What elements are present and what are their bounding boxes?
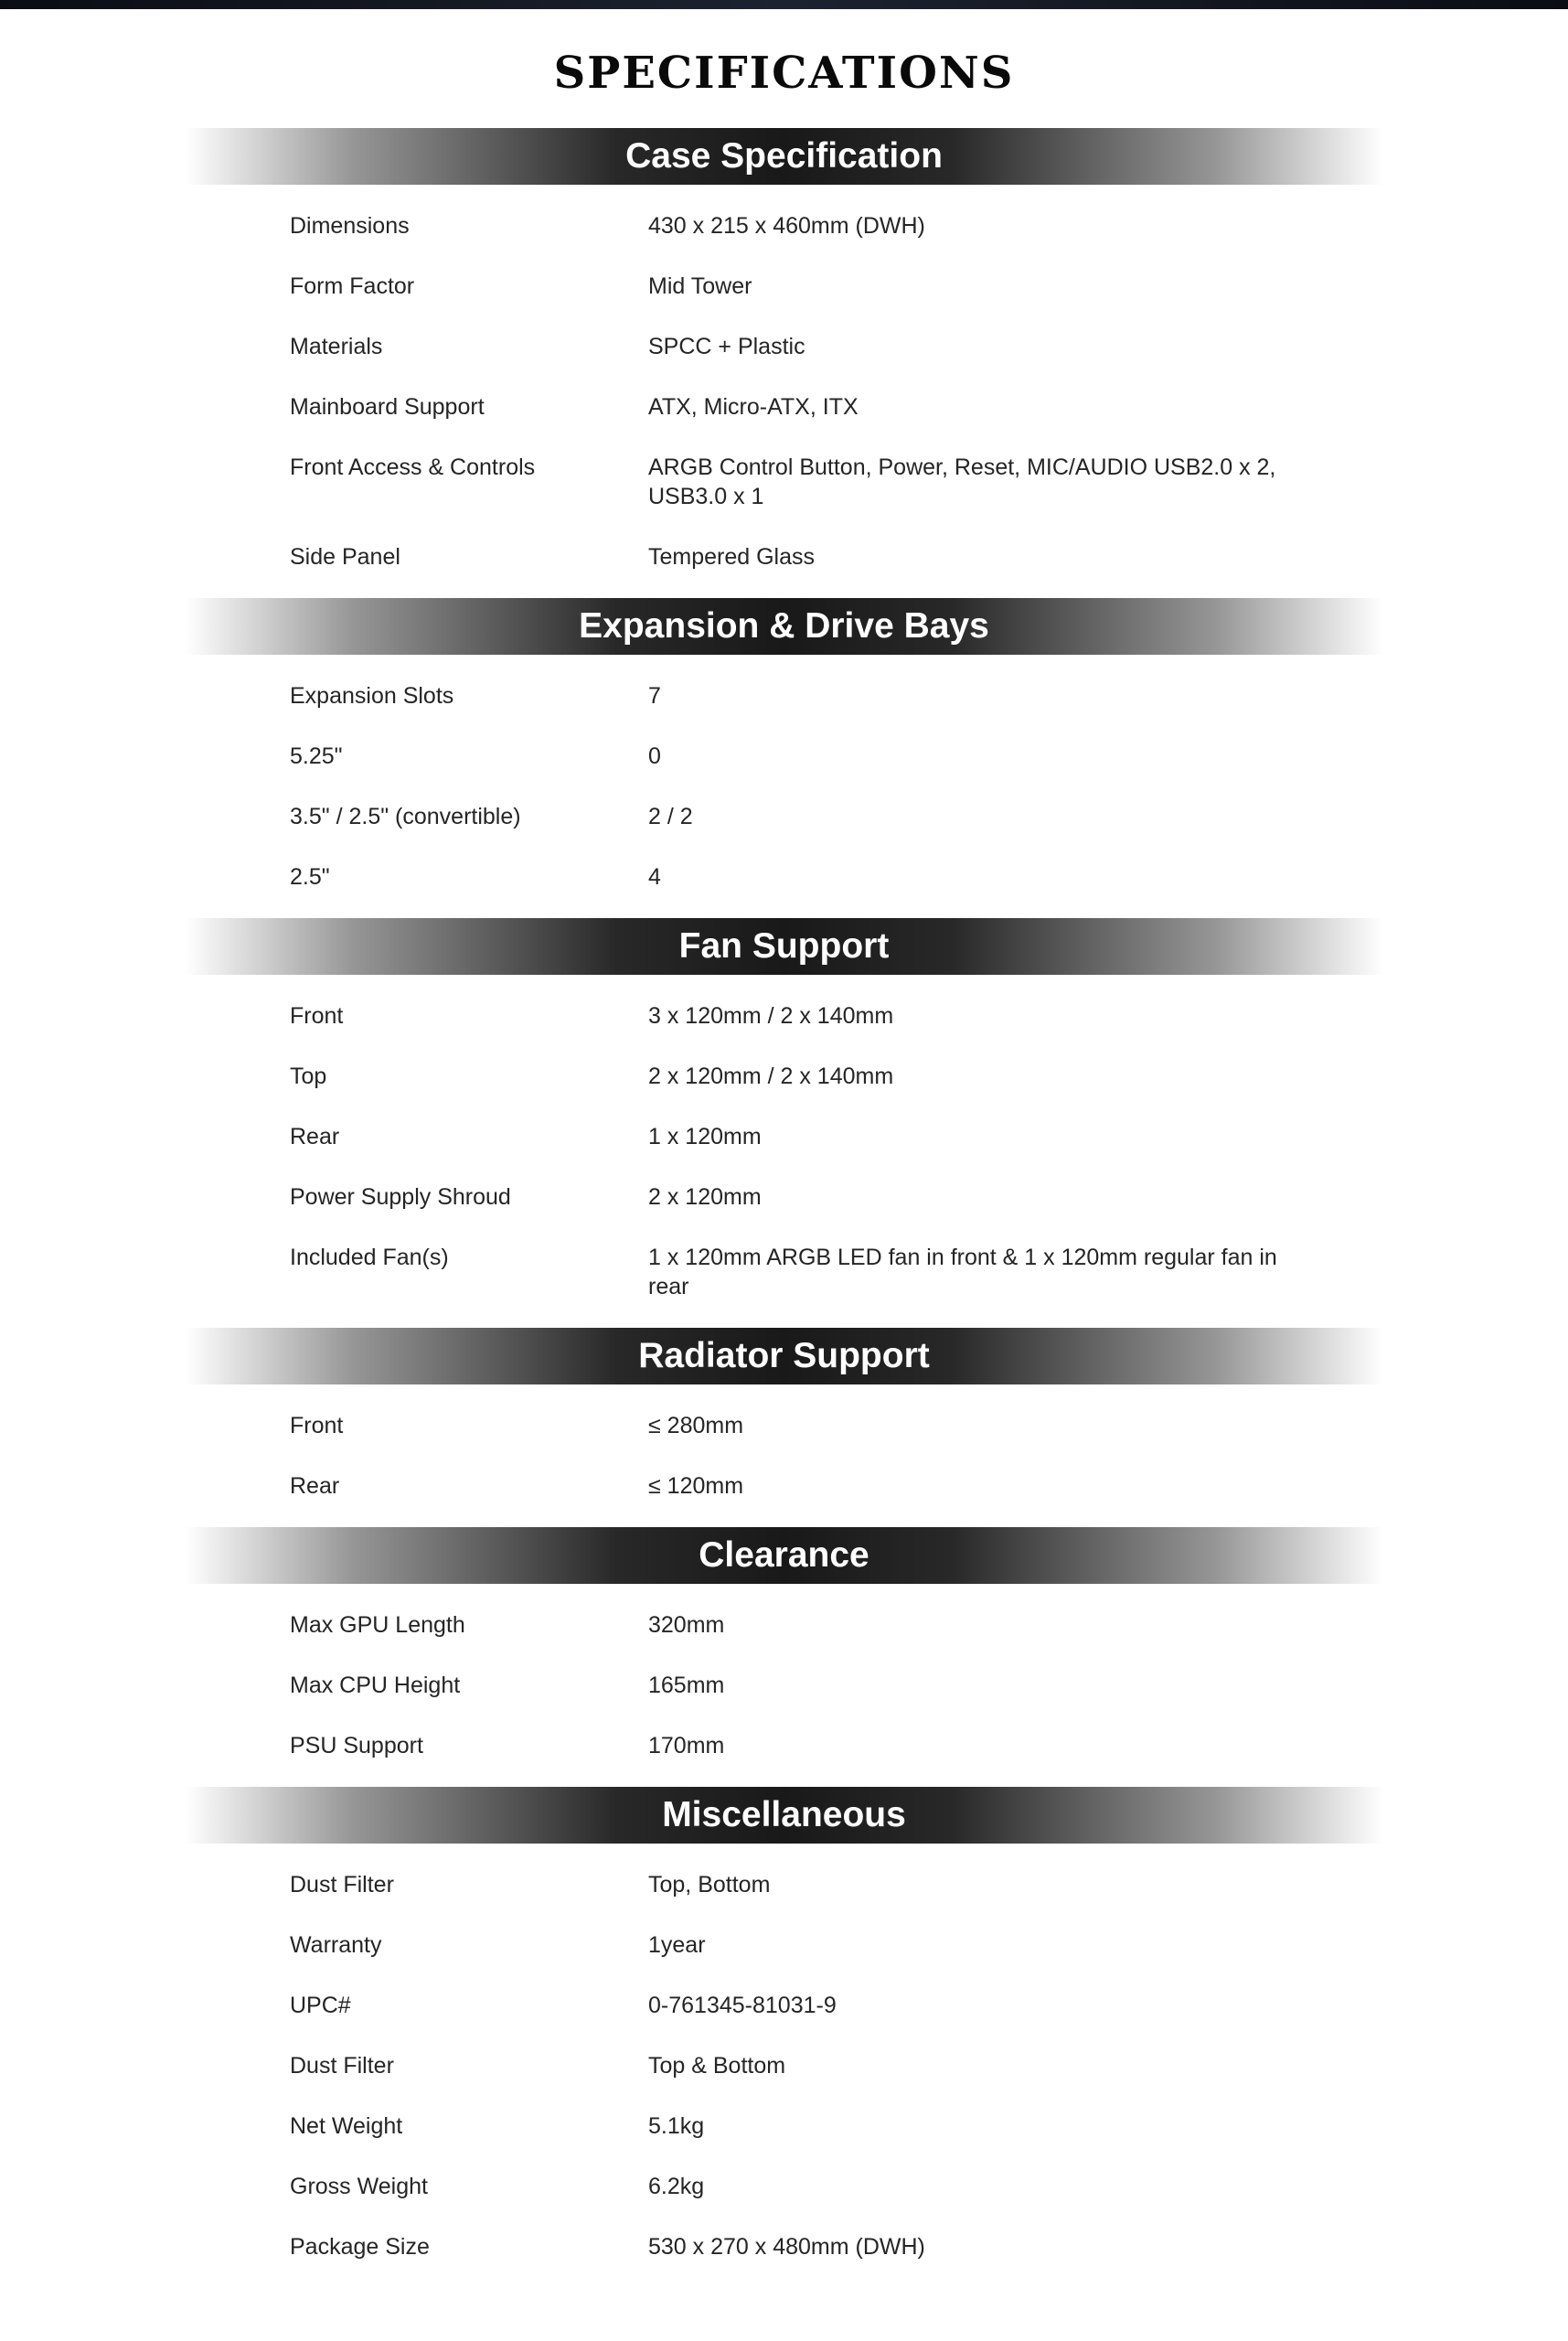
section-header (186, 1787, 1383, 1844)
spec-value: 7 (648, 683, 661, 709)
spec-row (0, 786, 1568, 847)
spec-row (0, 437, 1568, 527)
spec-label: Expansion Slots (290, 683, 454, 709)
spec-label: Net Weight (290, 2113, 403, 2139)
spec-value: 430 x 215 x 460mm (DWH) (648, 213, 925, 239)
spec-row (0, 256, 1568, 316)
spec-label: Top (290, 1064, 327, 1089)
spec-value: 5.1kg (648, 2113, 705, 2139)
spec-value: 170mm (648, 1733, 725, 1758)
section-expansion-drive-bays (0, 598, 1568, 918)
spec-value: Mid Tower (648, 273, 752, 299)
section-header (186, 128, 1383, 185)
section-title: Expansion & Drive Bays (579, 606, 989, 646)
spec-label: 3.5" / 2.5" (convertible) (290, 804, 521, 829)
spec-row (0, 2217, 1568, 2277)
spec-label: Rear (290, 1124, 340, 1149)
page-title: SPECIFICATIONS (553, 48, 1015, 99)
spec-row (0, 1046, 1568, 1106)
spec-label: Max CPU Height (290, 1673, 461, 1698)
spec-label: Dust Filter (290, 2053, 394, 2079)
specifications-table (0, 128, 1568, 2288)
spec-row (0, 1915, 1568, 1975)
section-header (186, 1328, 1383, 1384)
spec-row (0, 2036, 1568, 2096)
spec-row (0, 1106, 1568, 1167)
section-clearance (0, 1527, 1568, 1787)
spec-row (0, 316, 1568, 377)
section-header (186, 598, 1383, 655)
spec-value: ≤ 120mm (648, 1473, 744, 1499)
spec-row (0, 1716, 1568, 1776)
spec-label: Included Fan(s) (290, 1245, 449, 1270)
spec-label: Front Access & Controls (290, 454, 536, 480)
spec-row (0, 666, 1568, 726)
spec-label: Package Size (290, 2234, 430, 2260)
spec-row (0, 377, 1568, 437)
section-header (186, 918, 1383, 975)
spec-label: Warranty (290, 1932, 382, 1958)
spec-row (0, 196, 1568, 256)
spec-row (0, 726, 1568, 786)
spec-row (0, 1395, 1568, 1456)
spec-label: Rear (290, 1473, 340, 1499)
spec-label: 5.25" (290, 743, 343, 769)
spec-value: ≤ 280mm (648, 1413, 744, 1438)
spec-label: 2.5" (290, 864, 330, 890)
spec-row (0, 1595, 1568, 1655)
spec-label: Front (290, 1413, 344, 1438)
top-banner-bar (0, 0, 1568, 9)
spec-value: 0-761345-81031-9 (648, 1993, 837, 2018)
spec-label: Materials (290, 334, 383, 359)
spec-label: Gross Weight (290, 2174, 428, 2199)
spec-value: 2 x 120mm / 2 x 140mm (648, 1064, 894, 1089)
spec-row (0, 1167, 1568, 1227)
spec-value: SPCC + Plastic (648, 334, 805, 359)
section-title: Case Specification (625, 136, 943, 176)
spec-value: 1 x 120mm (648, 1124, 762, 1149)
section-title: Miscellaneous (662, 1795, 906, 1834)
spec-value: 1 x 120mm ARGB LED fan in front & 1 x 120mm regular fan in rear (648, 1245, 1277, 1299)
spec-row (0, 986, 1568, 1046)
section-header (186, 1527, 1383, 1584)
spec-label: Mainboard Support (290, 394, 485, 420)
spec-value: Top & Bottom (648, 2053, 786, 2079)
spec-value: 3 x 120mm / 2 x 140mm (648, 1003, 894, 1029)
spec-row (0, 527, 1568, 587)
spec-value: ARGB Control Button, Power, Reset, MIC/AUDIO USB2.0 x 2, USB3.0 x 1 (648, 454, 1276, 509)
spec-value: ATX, Micro-ATX, ITX (648, 394, 859, 420)
section-title: Radiator Support (638, 1336, 930, 1375)
spec-row (0, 1227, 1568, 1317)
spec-value: Tempered Glass (648, 544, 816, 570)
section-miscellaneous (0, 1787, 1568, 2288)
spec-row (0, 1456, 1568, 1516)
spec-row (0, 1655, 1568, 1716)
spec-label: Max GPU Length (290, 1612, 465, 1638)
spec-label: UPC# (290, 1993, 351, 2018)
spec-row (0, 2096, 1568, 2156)
section-radiator-support (0, 1328, 1568, 1527)
spec-value: 320mm (648, 1612, 725, 1638)
spec-value: 6.2kg (648, 2174, 705, 2199)
spec-label: Power Supply Shroud (290, 1184, 511, 1210)
section-title: Clearance (699, 1535, 869, 1575)
spec-value: 530 x 270 x 480mm (DWH) (648, 2234, 925, 2260)
spec-value: 4 (648, 864, 661, 890)
spec-value: 165mm (648, 1673, 725, 1698)
spec-label: Dust Filter (290, 1872, 394, 1897)
spec-label: Side Panel (290, 544, 400, 570)
spec-label: Form Factor (290, 273, 415, 299)
section-title: Fan Support (678, 926, 890, 966)
spec-value: 1year (648, 1932, 706, 1958)
section-fan-support (0, 918, 1568, 1328)
spec-row (0, 847, 1568, 907)
spec-label: Dimensions (290, 213, 410, 239)
spec-value: 2 / 2 (648, 804, 693, 829)
spec-value: 0 (648, 743, 661, 769)
spec-label: Front (290, 1003, 344, 1029)
section-case-specification (0, 128, 1568, 598)
spec-row (0, 1855, 1568, 1915)
spec-label: PSU Support (290, 1733, 423, 1758)
spec-value: 2 x 120mm (648, 1184, 762, 1210)
spec-value: Top, Bottom (648, 1872, 771, 1897)
spec-row (0, 2156, 1568, 2217)
spec-row (0, 1975, 1568, 2036)
